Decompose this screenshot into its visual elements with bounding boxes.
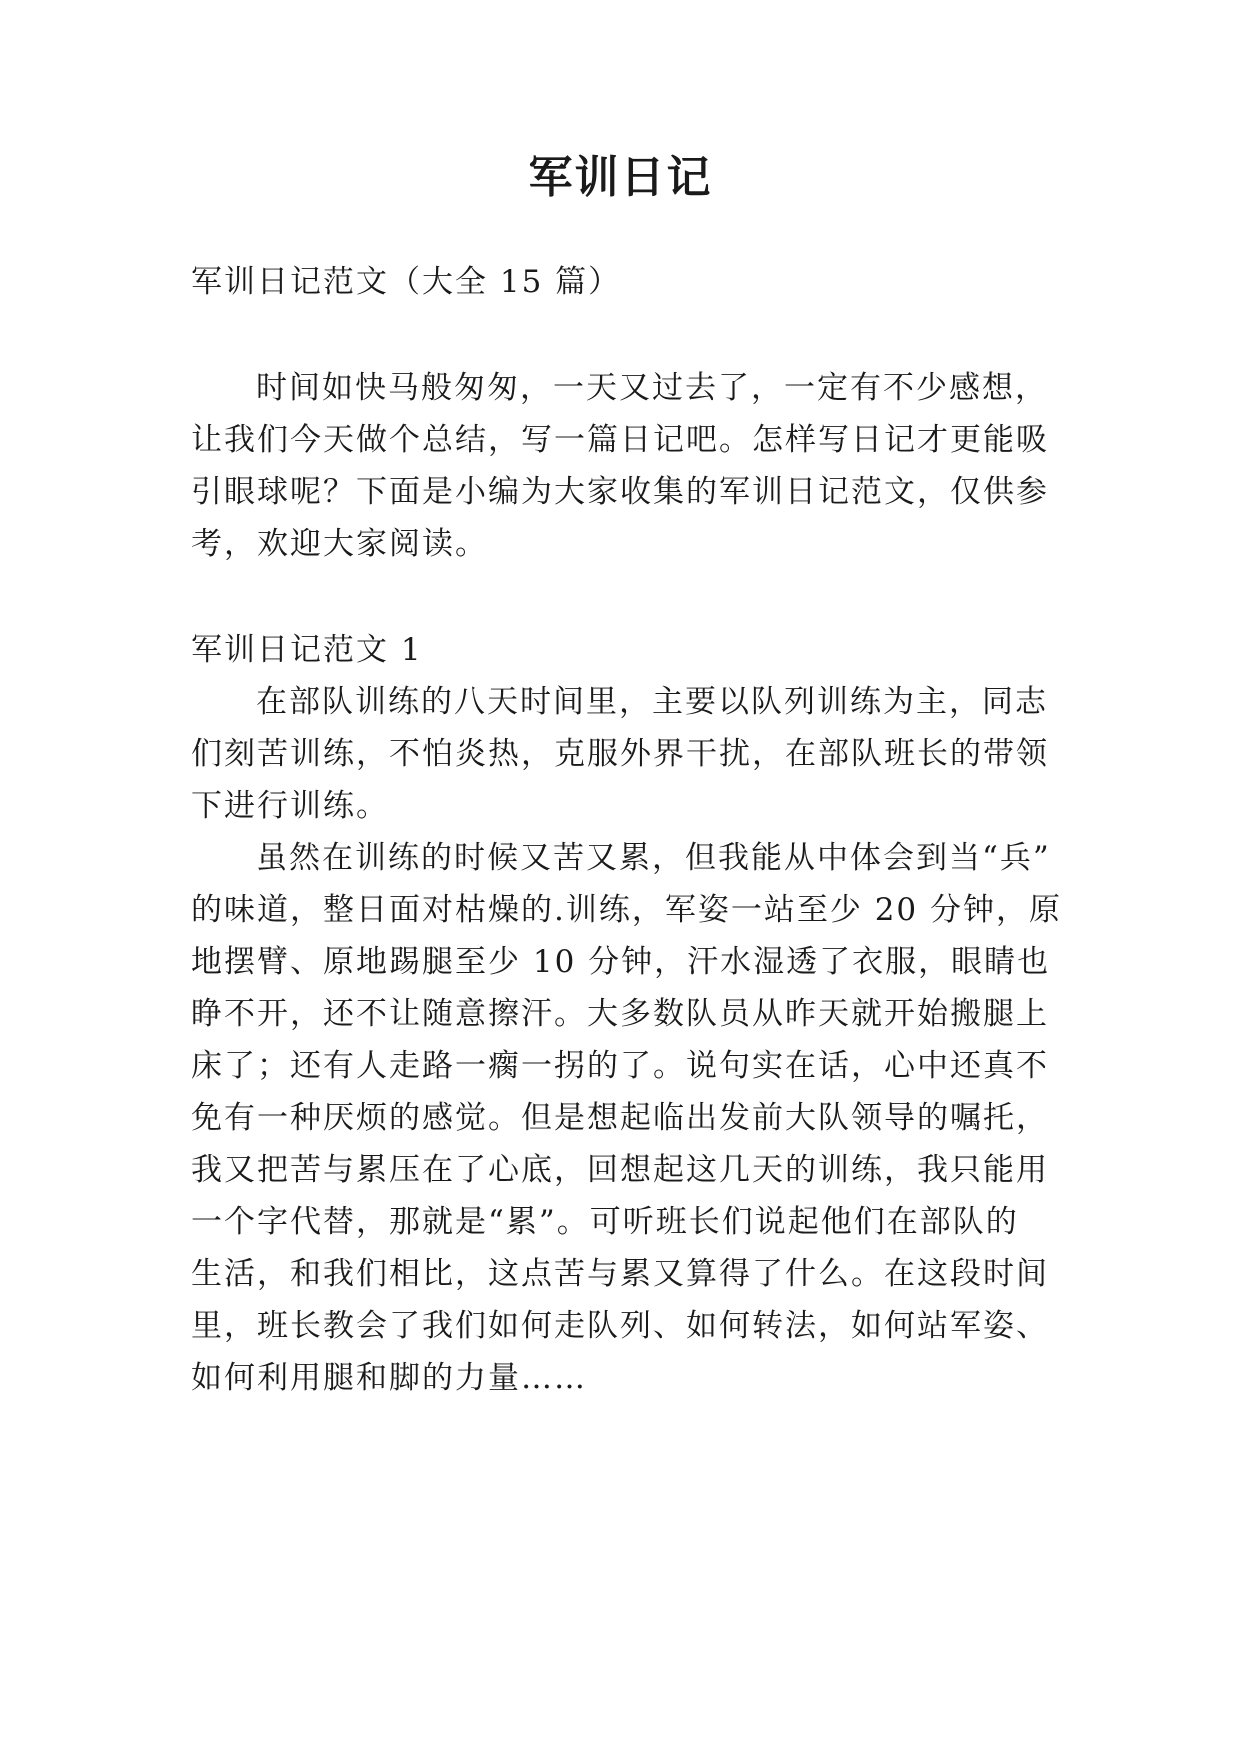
paragraph2-line-11: 如何利用腿和脚的力量…… [191, 1360, 587, 1396]
paragraph2-line-8: 一个字代替，那就是“累”。可听班长们说起他们在部队的 [191, 1204, 1019, 1240]
document-subtitle: 军训日记范文（大全 15 篇） [191, 264, 622, 300]
paragraph2-line-1: 虽然在训练的时候又苦又累，但我能从中体会到当“兵” [256, 840, 1051, 876]
paragraph1-line-2: 们刻苦训练，不怕炎热，克服外界干扰，在部队班长的带领 [191, 736, 1049, 772]
paragraph2-line-6: 免有一种厌烦的感觉。但是想起临出发前大队领导的嘱托， [191, 1100, 1049, 1136]
document-title: 军训日记 [528, 152, 713, 203]
paragraph2-line-2: 的味道，整日面对枯燥的.训练，军姿一站至少 20 分钟，原 [191, 892, 1063, 928]
intro-line-2: 让我们今天做个总结，写一篇日记吧。怎样写日记才更能吸 [191, 422, 1049, 458]
paragraph2-line-3: 地摆臂、原地踢腿至少 10 分钟，汗水湿透了衣服，眼睛也 [191, 944, 1051, 980]
paragraph2-line-7: 我又把苦与累压在了心底，回想起这几天的训练，我只能用 [191, 1152, 1049, 1188]
intro-line-4: 考，欢迎大家阅读。 [191, 526, 488, 562]
paragraph2-line-4: 睁不开，还不让随意擦汗。大多数队员从昨天就开始搬腿上 [191, 996, 1049, 1032]
paragraph1-line-1: 在部队训练的八天时间里，主要以队列训练为主，同志 [256, 684, 1048, 720]
paragraph2-line-9: 生活，和我们相比，这点苦与累又算得了什么。在这段时间 [191, 1256, 1049, 1292]
section-heading: 军训日记范文 1 [191, 632, 423, 668]
intro-line-1: 时间如快马般匆匆，一天又过去了，一定有不少感想， [256, 370, 1048, 406]
paragraph2-line-5: 床了；还有人走路一瘸一拐的了。说句实在话，心中还真不 [191, 1048, 1049, 1084]
paragraph2-line-10: 里，班长教会了我们如何走队列、如何转法，如何站军姿、 [191, 1308, 1049, 1344]
paragraph1-line-3: 下进行训练。 [191, 788, 389, 824]
intro-line-3: 引眼球呢？下面是小编为大家收集的军训日记范文，仅供参 [191, 474, 1049, 510]
